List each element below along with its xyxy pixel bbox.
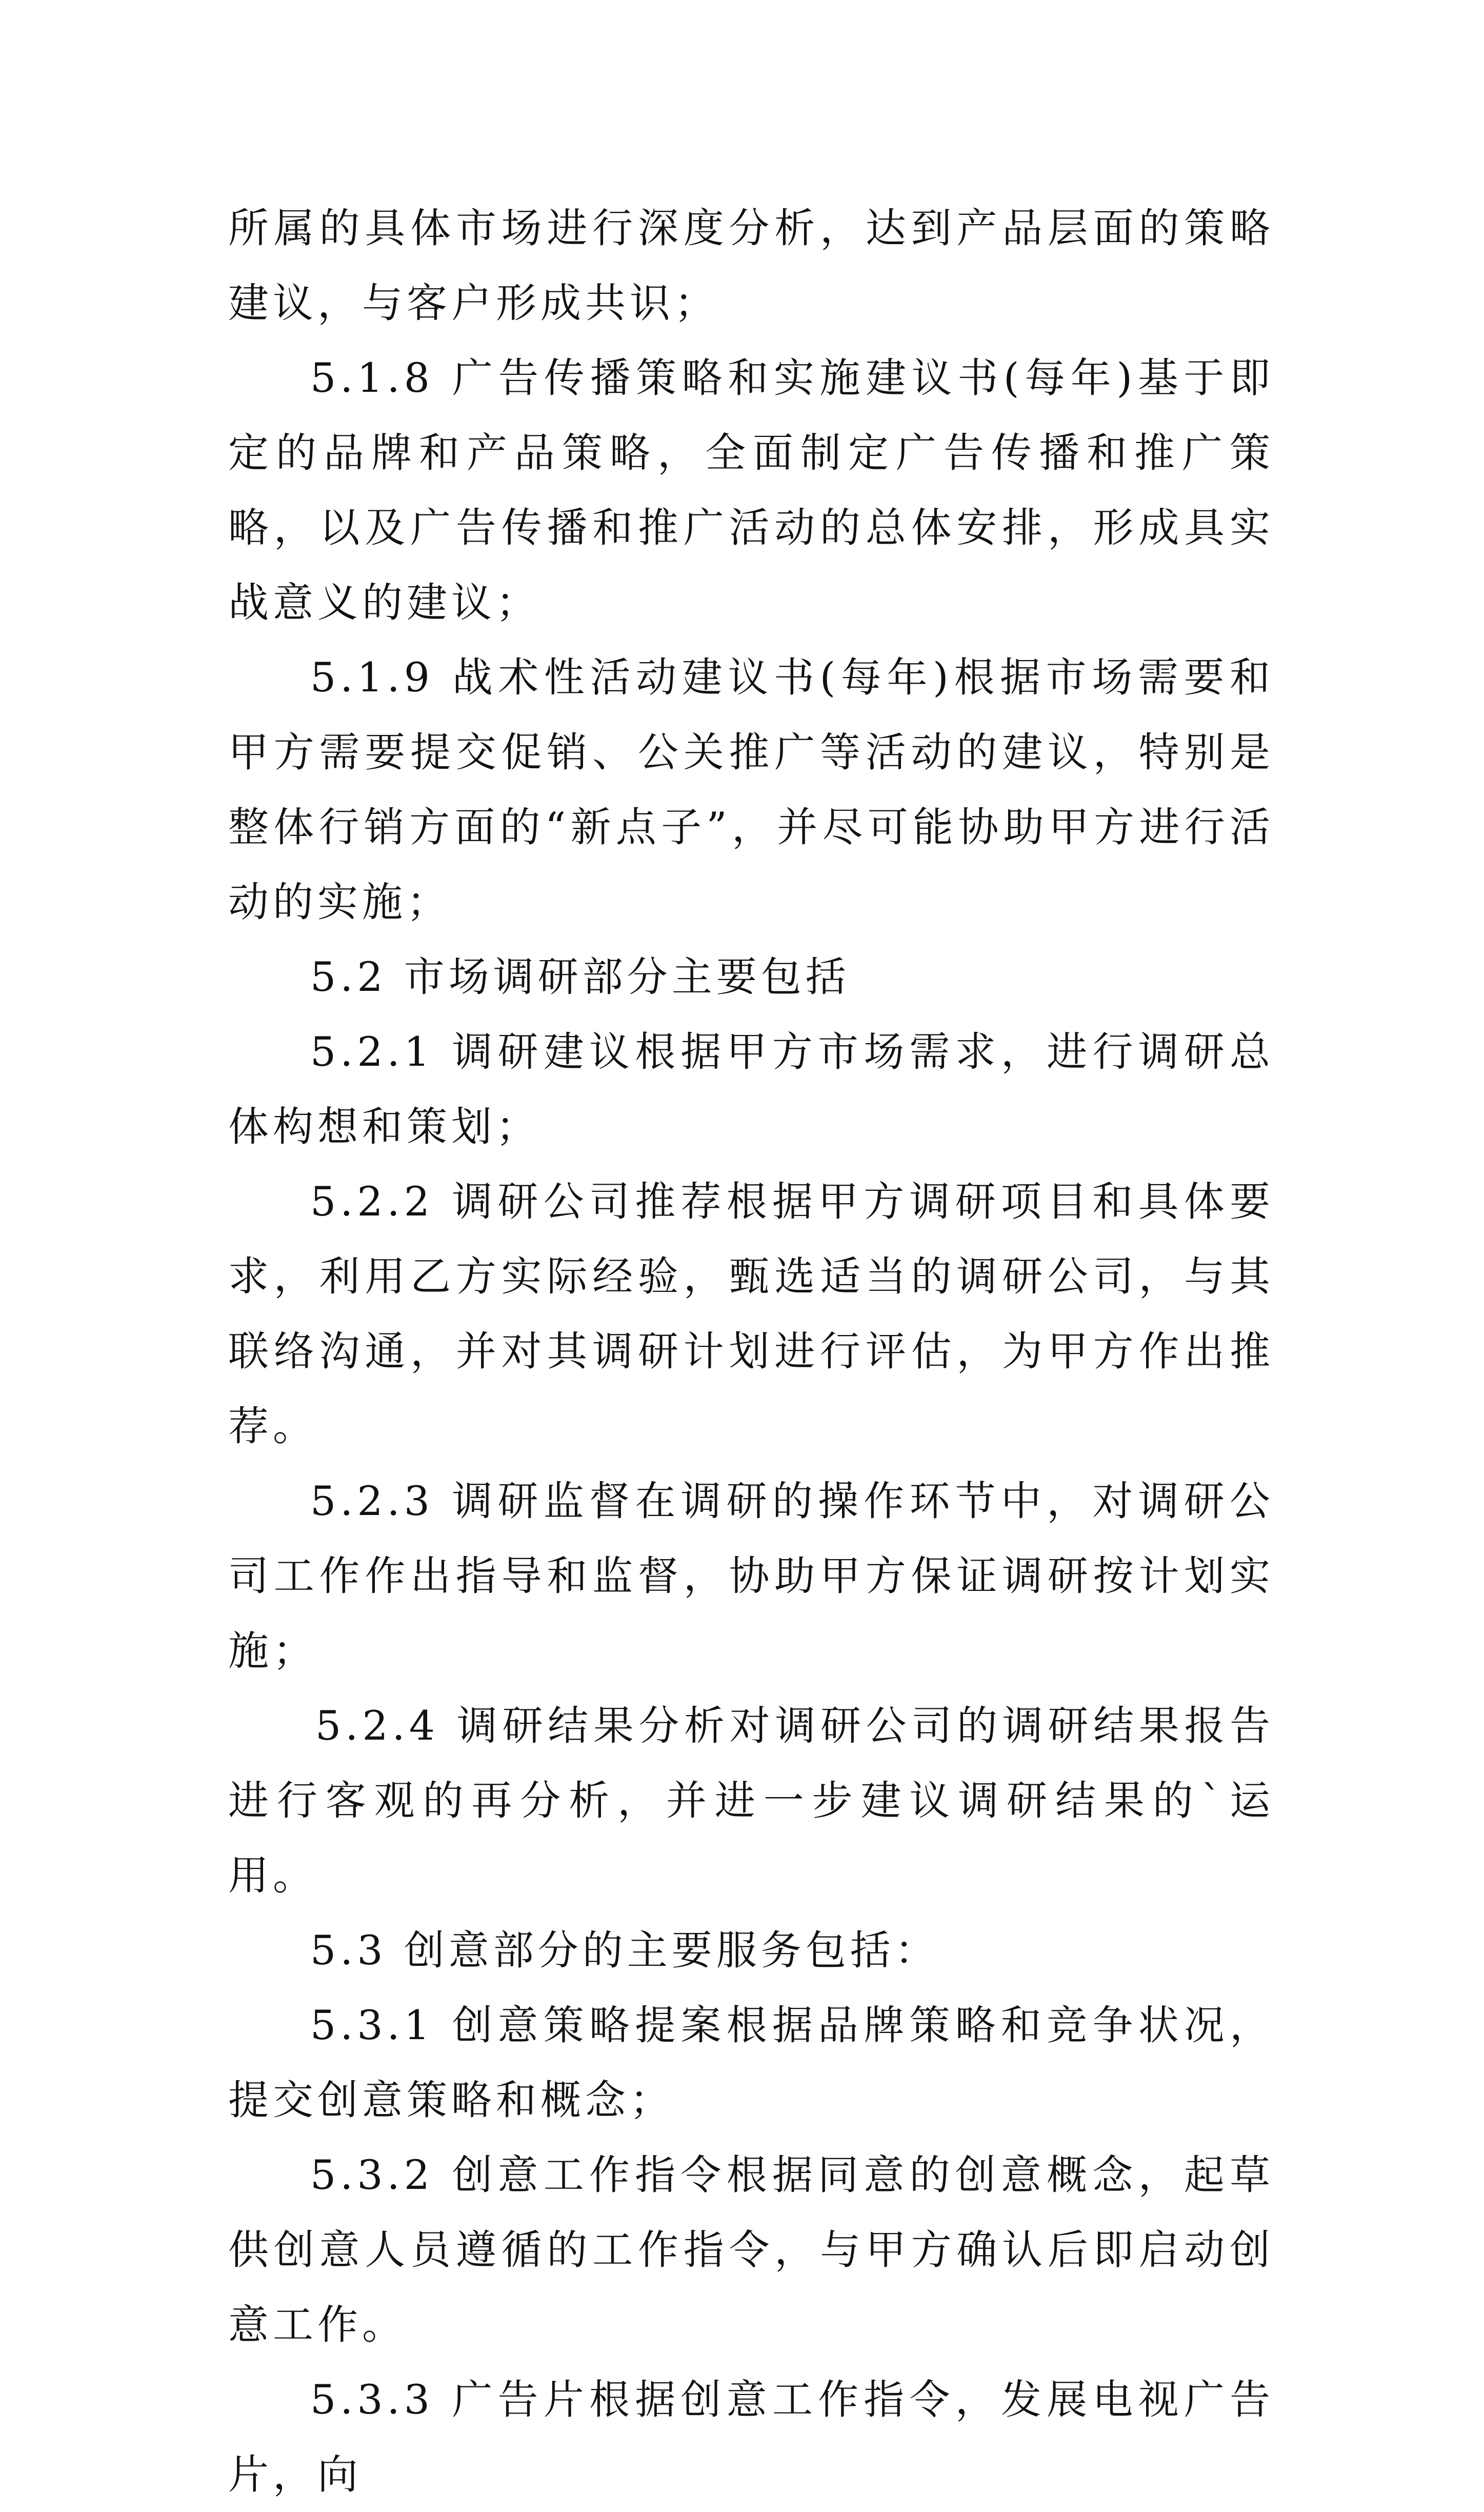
paragraph-market-analysis-continuation: 所属的具体市场进行深度分析，达到产品层面的策略建议，与客户形成共识； xyxy=(228,205,1274,327)
paragraph-5-2-2: 5.2.2 调研公司推荐根据甲方调研项目和具体要求，利用乙方实际经验，甄选适当的调研公司，与其联络沟通，并对其调研计划进行评估，为甲方作出推荐。 xyxy=(228,1178,1274,1450)
paragraph-5-2-1: 5.2.1 调研建议根据甲方市场需求，进行调研总体构想和策划； xyxy=(228,1028,1274,1150)
paragraph-5-3-3: 5.3.3 广告片根据创意工作指令，发展电视广告片，向 xyxy=(228,2376,1274,2498)
paragraph-5-3-1: 5.3.1 创意策略提案根据品牌策略和竞争状况，提交创意策略和概念； xyxy=(228,2002,1274,2124)
document-body xyxy=(228,191,1274,2512)
heading-5-3: 5.3 创意部分的主要服务包括： xyxy=(310,1927,939,1974)
paragraph-5-2-4: 5.2.4 调研结果分析对调研公司的调研结果报告进行客观的再分析，并进一步建议调研结果的`运用。 xyxy=(228,1702,1274,1899)
paragraph-5-2-3: 5.2.3 调研监督在调研的操作环节中，对调研公司工作作出指导和监督，协助甲方保证调研按计划实施； xyxy=(228,1478,1274,1674)
paragraph-5-1-9: 5.1.9 战术性活动建议书(每年)根据市场需要和甲方需要提交促销、公关推广等活动的建议，特别是整体行销方面的“新点子”，并尽可能协助甲方进行活动的实施； xyxy=(228,654,1274,926)
paragraph-5-3-2: 5.3.2 创意工作指令根据同意的创意概念，起草供创意人员遵循的工作指令，与甲方确认后即启动创意工作。 xyxy=(228,2151,1274,2348)
heading-5-2: 5.2 市场调研部分主要包括 xyxy=(310,953,850,1001)
paragraph-5-1-8: 5.1.8 广告传播策略和实施建议书(每年)基于即定的品牌和产品策略，全面制定广告传播和推广策略，以及广告传播和推广活动的总体安排，形成具实战意义的建议； xyxy=(228,354,1274,626)
